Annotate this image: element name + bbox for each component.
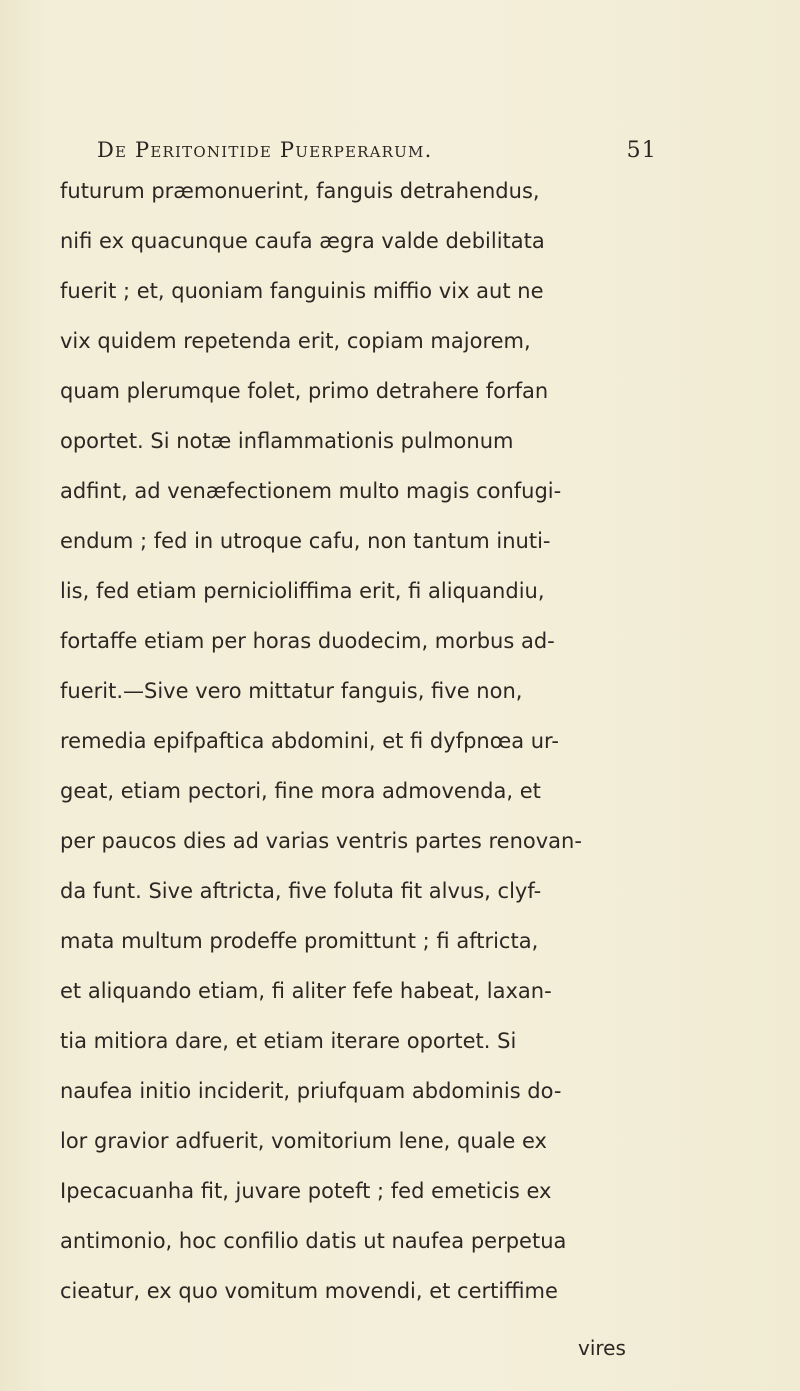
text-line: fuerit.—Sive vero mittatur fanguis, five non, <box>60 679 523 703</box>
text-line: tia mitiora dare, et etiam iterare oportet. Si <box>60 1029 517 1053</box>
text-line: oportet. Si notæ inflammationis pulmonum <box>60 429 514 453</box>
text-line: nifi ex quacunque caufa ægra valde debilitata <box>60 229 545 253</box>
text-line: adfint, ad venæfectionem multo magis confugi- <box>60 479 562 503</box>
text-line: Ipecacuanha fit, juvare poteft ; fed emeticis ex <box>60 1179 552 1203</box>
text-line: naufea initio inciderit, priufquam abdominis do- <box>60 1079 562 1103</box>
text-line: da funt. Sive aftricta, five foluta fit alvus, clyf- <box>60 879 542 903</box>
text-line: et aliquando etiam, fi aliter fefe habeat, laxan- <box>60 979 552 1003</box>
text-line: antimonio, hoc confilio datis ut naufea perpetua <box>60 1229 567 1253</box>
catchword: vires <box>578 1336 626 1360</box>
text-line: quam plerumque folet, primo detrahere forfan <box>60 379 549 403</box>
text-line: fortaffe etiam per horas duodecim, morbus ad- <box>60 629 555 653</box>
text-line: futurum præmonuerint, fanguis detrahendus, <box>60 179 540 203</box>
text-line: lis, fed etiam pernicioliffima erit, fi aliquandiu, <box>60 579 545 603</box>
text-line: endum ; fed in utroque cafu, non tantum inuti- <box>60 529 551 553</box>
text-line: mata multum prodeffe promittunt ; fi aftricta, <box>60 929 539 953</box>
text-line: geat, etiam pectori, fine mora admovenda, et <box>60 779 541 803</box>
text-line: remedia epifpaftica abdomini, et fi dyfpnœa ur- <box>60 729 559 753</box>
text-line: per paucos dies ad varias ventris partes renovan- <box>60 829 582 853</box>
text-line: vix quidem repetenda erit, copiam majorem, <box>60 329 531 353</box>
page-number: 51 <box>626 138 657 163</box>
text-line: lor gravior adfuerit, vomitorium lene, quale ex <box>60 1129 547 1153</box>
text-line: cieatur, ex quo vomitum movendi, et certiffime <box>60 1279 558 1303</box>
text-line: fuerit ; et, quoniam fanguinis miffio vix aut ne <box>60 279 544 303</box>
running-title: De Peritonitide Puerperarum. <box>97 138 433 162</box>
